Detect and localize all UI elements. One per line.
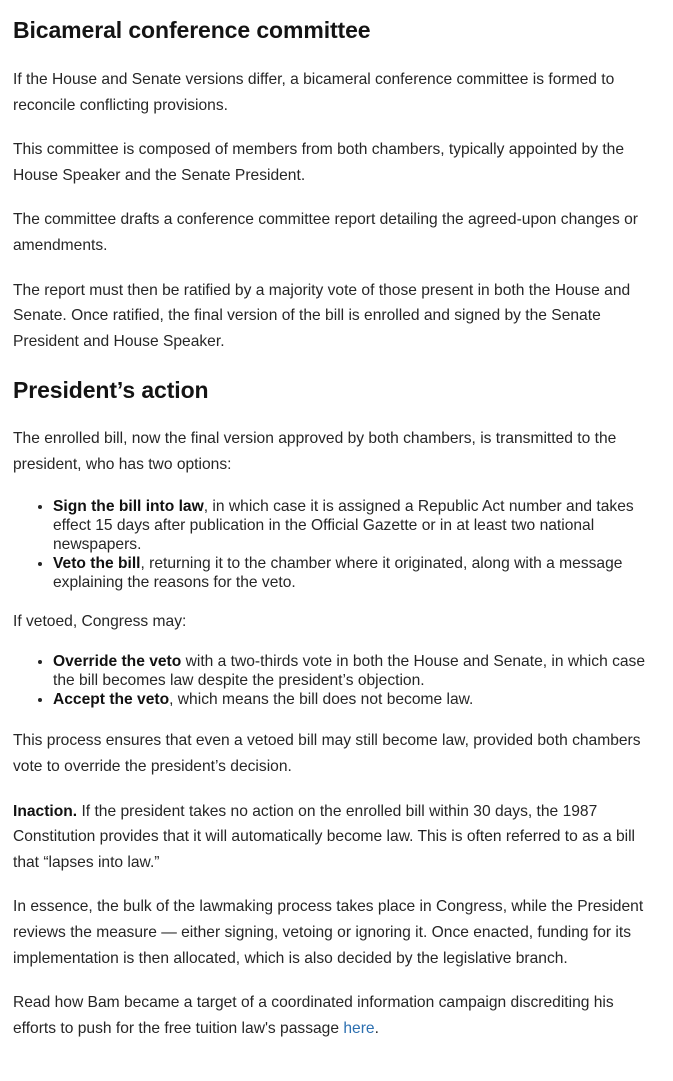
list-item-bold: Veto the bill (53, 555, 141, 573)
paragraph-committee-report: The committee drafts a conference committee report detailing the agreed-upon changes or amendments. (13, 211, 638, 254)
read-more-link[interactable]: here (343, 1019, 375, 1037)
inaction-text: If the president takes no action on the enrolled bill within 30 days, the 1987 Constitution provides that it will automatically become law. This is often referred to as a bill that “lapses into law.” (13, 802, 636, 871)
list-item-text: , which means the bill does not become law. (169, 691, 474, 709)
list-item-text: with a two-thirds vote in both the House and Senate, in which case the bill becomes law despite the president’s objection. (53, 652, 646, 689)
read-more-end: . (374, 1019, 379, 1037)
paragraph-report-ratification: The report must then be ratified by a majority vote of those present in both the House and Senate. Once ratified, the final version of the bill is enrolled and signed by the Senate President and House Speaker. (13, 281, 631, 350)
list-item-bold: Override the veto (53, 652, 182, 670)
list-item-accept-veto (53, 690, 659, 709)
list-item-bold: Accept the veto (53, 691, 170, 709)
paragraph-process-note: This process ensures that even a vetoed bill may still become law, provided both chambers vote to override the president’s decision. (13, 732, 641, 775)
list-item-text: , returning it to the chamber where it originated, along with a message explaining the reasons for the veto. (53, 555, 623, 592)
list-item-override-veto (53, 652, 659, 690)
section-heading-conference-committee: Bicameral conference committee (13, 17, 371, 43)
paragraph-enrolled-bill: The enrolled bill, now the final version approved by both chambers, is transmitted to the president, who has two options: (13, 430, 617, 473)
inaction-label: Inaction. (13, 802, 78, 820)
list-item-bold: Sign the bill into law (53, 497, 204, 515)
president-options-list (13, 497, 659, 593)
paragraph-versions-differ: If the House and Senate versions differ, a bicameral conference committee is formed to reconcile conflicting provisions. (13, 71, 615, 114)
paragraph-committee-composition: This committee is composed of members from both chambers, typically appointed by the House Speaker and the Senate President. (13, 141, 625, 184)
list-item-text: , in which case it is assigned a Republic Act number and takes effect 15 days after publication in the Official Gazette or in at least two national newspapers. (53, 497, 634, 553)
paragraph-if-vetoed: If vetoed, Congress may: (13, 612, 187, 630)
list-item-sign-bill (53, 497, 659, 555)
list-item-veto-bill (53, 554, 659, 592)
paragraph-read-more (13, 990, 659, 1041)
paragraph-inaction (13, 799, 659, 876)
veto-options-list (13, 652, 659, 710)
paragraph-essence: In essence, the bulk of the lawmaking process takes place in Congress, while the President reviews the measure — either signing, vetoing or ignoring it. Once enacted, funding for its implementation is then allocated, which is also decided by the legislative branch. (13, 898, 644, 967)
read-more-text: Read how Bam became a target of a coordinated information campaign discrediting his efforts to push for the free tuition law's passage (13, 994, 614, 1037)
section-heading-presidents-action: President’s action (13, 377, 209, 404)
